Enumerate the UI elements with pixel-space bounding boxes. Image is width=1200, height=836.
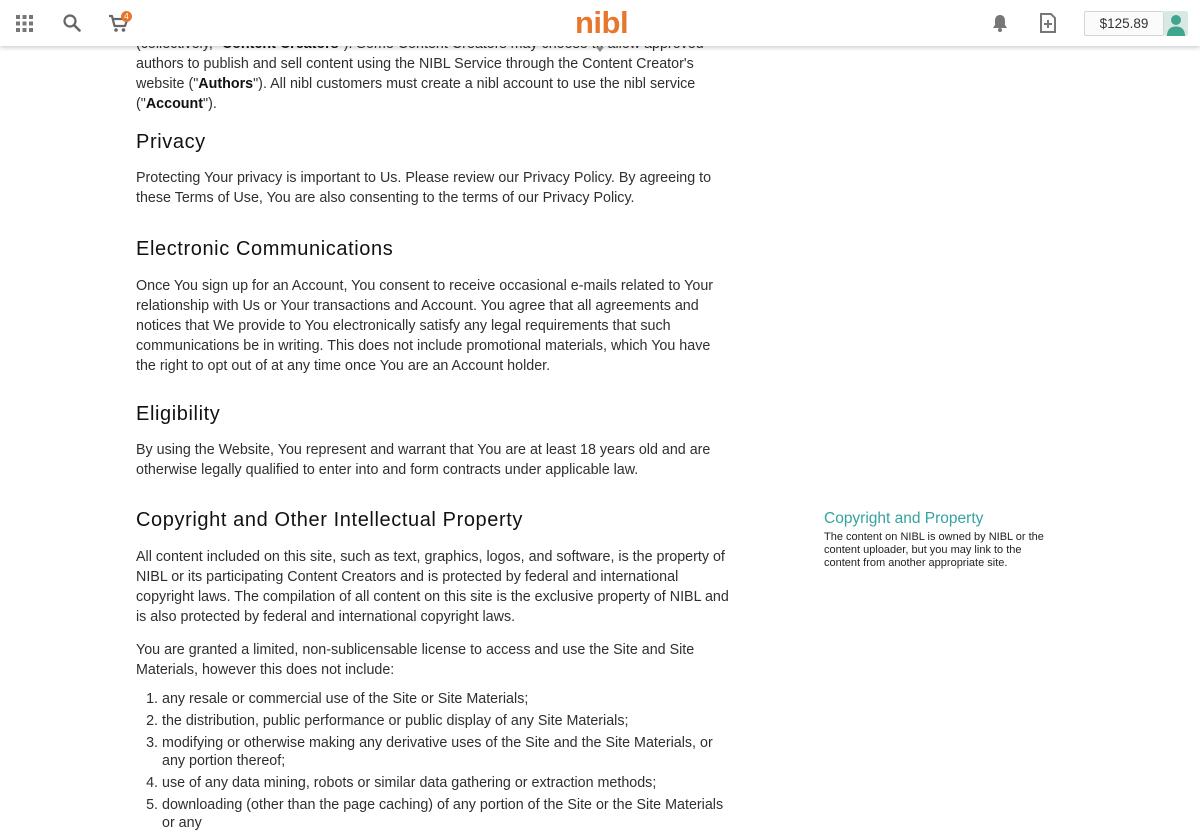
list-item: 2. the distribution, public performance or public display of any Site Materials;	[162, 712, 730, 730]
list-item: 5. downloading (other than the page caching) of any portion of the Site or the Site Materials or any	[162, 796, 730, 832]
electronic-section	[136, 237, 730, 376]
account-term: Account	[145, 96, 204, 112]
copyright-text-1: All content included on this site, such as text, graphics, logos, and software, is the property of NIBL or its participating Content Creators and is protected by federal and international copyright laws. The compilation of all content on this site is the exclusive property of NIBL and is also protected by federal and international copyright laws.	[136, 549, 729, 625]
search-icon[interactable]	[63, 14, 81, 37]
electronic-text: Once You sign up for an Account, You consent to receive occasional e-mails related to Your relationship with Us or Your transactions and Account. You agree that all agreements and notices that We provide to You electronically satisfy any legal requirements that such communications be in writing. This does not include promotional materials, which You have the right to opt out of at any time once You are an Account holder.	[136, 278, 714, 374]
privacy-heading: Privacy	[136, 131, 206, 153]
list-item: 3. modifying or otherwise making any derivative uses of the Site and the Site Materials, or any portion thereof;	[162, 734, 730, 770]
sidebar-text: The content on NIBL is owned by NIBL or the content uploader, but you may link to the content from another appropriate site.	[824, 531, 1044, 569]
sidebar-title: Copyright and Property	[824, 510, 984, 527]
intro-text-4: ").	[203, 96, 217, 112]
copyright-text-2: You are granted a limited, non-sublicensable license to access and use the Site and Site Materials, however this does not include:	[136, 642, 695, 678]
intro-section	[136, 34, 730, 114]
apps-grid-icon[interactable]	[16, 15, 33, 37]
list-item: 4. use of any data mining, robots or similar data gathering or extraction methods;	[162, 774, 730, 792]
authors-term: Authors	[198, 76, 254, 92]
copyright-section	[136, 508, 730, 836]
add-page-icon[interactable]	[1039, 13, 1057, 38]
sidebar-note	[824, 509, 1049, 570]
nibl-logo[interactable]: nibl	[575, 5, 629, 40]
list-item: 1. any resale or commercial use of the Site or Site Materials;	[162, 690, 730, 708]
eligibility-section	[136, 402, 730, 480]
cart-count-badge: 4	[121, 11, 132, 22]
privacy-text: Protecting Your privacy is important to Us. Please review our Privacy Policy. By agreeing to these Terms of Use, You are also consenting to the terms of our Privacy Policy.	[136, 170, 712, 206]
intro-text-3: "). All nibl customers must create a nibl account to use the nibl service ("	[136, 76, 696, 112]
account-balance[interactable]: $125.89	[1084, 11, 1164, 36]
eligibility-text: By using the Website, You represent and warrant that You are at least 18 years old and are otherwise legally qualified to enter into and form contracts under applicable law.	[136, 442, 711, 478]
restrictions-list	[136, 690, 730, 832]
intro-text-2: authors to publish and sell content using the NIBL Service through the Content Creator's website ("	[136, 56, 694, 92]
intro-paragraph	[136, 34, 730, 114]
top-navbar	[0, 0, 1200, 46]
logo-caret-icon	[596, 39, 604, 57]
bell-icon[interactable]	[992, 14, 1008, 37]
avatar-icon[interactable]	[1164, 11, 1188, 36]
electronic-heading: Electronic Communications	[136, 238, 394, 260]
privacy-section	[136, 130, 730, 208]
copyright-heading: Copyright and Other Intellectual Property	[136, 509, 524, 531]
eligibility-heading: Eligibility	[136, 403, 221, 425]
